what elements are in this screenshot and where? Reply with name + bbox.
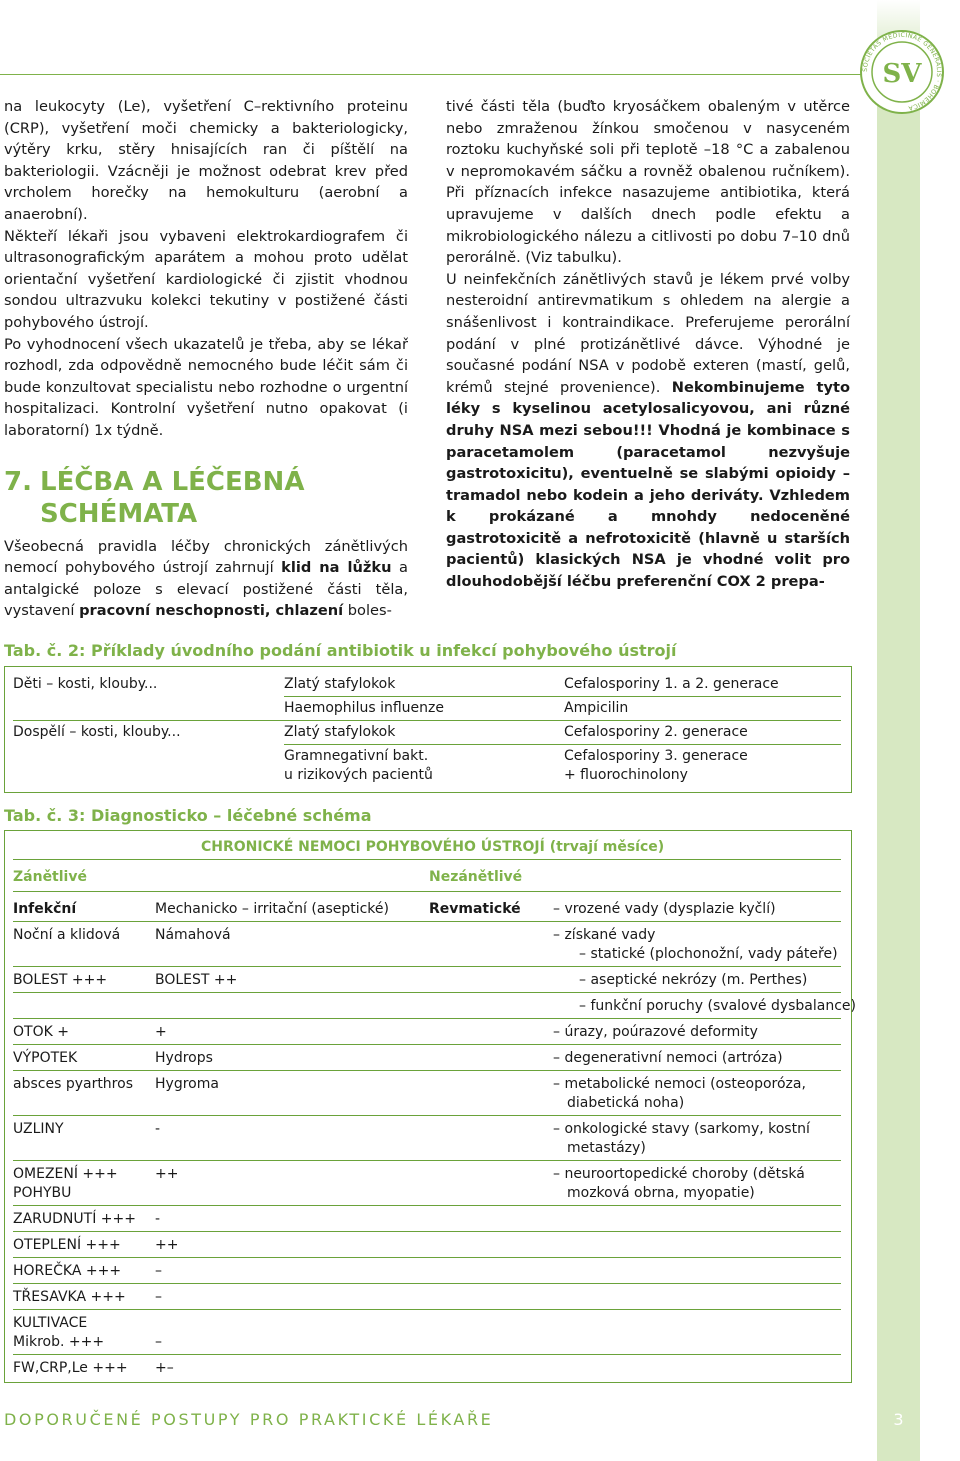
row-divider xyxy=(284,696,841,697)
row-divider xyxy=(13,966,841,967)
table-cell: OTEPLENÍ +++ xyxy=(13,1237,121,1253)
row-divider xyxy=(13,720,841,721)
left-paragraph-1: na leukocyty (Le), vyšetření C–rektivního proteinu (CRP), vyšetření moči chemicky a bakteriologicky, výtěry krku, stěry hnisajících ran či píštělí na bakteriologii. Vzácněji je možnost odebrat krev před vrcholem horečky na hemokulturu (aerobní a anaerobní). xyxy=(4,98,408,223)
society-logo-icon xyxy=(858,28,946,116)
table-3 xyxy=(4,830,856,1383)
row-divider xyxy=(13,1257,841,1258)
table-cell: absces pyarthros xyxy=(13,1076,133,1092)
table-cell: Cefalosporiny 1. a 2. generace xyxy=(564,676,779,692)
table-cell: – onkologické stavy (sarkomy, kostní xyxy=(553,1121,810,1137)
header-non-inflammatory: Nezánětlivé xyxy=(429,869,523,885)
table-cell: Noční a klidová xyxy=(13,927,121,943)
side-green-band xyxy=(877,0,920,1461)
table-cell: mozková obrna, myopatie) xyxy=(567,1185,755,1201)
row-divider xyxy=(13,1205,841,1206)
table-3-main-header: CHRONICKÉ NEMOCI POHYBOVÉHO ÚSTROJÍ (trvají měsíce) xyxy=(201,839,665,855)
left-paragraph-4 xyxy=(4,536,408,622)
table-cell: – metabolické nemoci (osteoporóza, xyxy=(553,1076,806,1092)
table-cell: – degenerativní nemoci (artróza) xyxy=(553,1050,783,1066)
table-cell: Haemophilus influenze xyxy=(284,700,444,716)
row-divider xyxy=(13,921,841,922)
row-divider xyxy=(13,1070,841,1071)
table-cell: BOLEST +++ xyxy=(13,972,108,988)
table-cell: + xyxy=(155,1024,167,1040)
section-heading xyxy=(4,466,408,530)
table-cell: + fluorochinolony xyxy=(564,767,688,783)
right-column xyxy=(446,96,850,593)
table-cell: Hygroma xyxy=(155,1076,219,1092)
table-cell: Námahová xyxy=(155,927,231,943)
table-cell: - xyxy=(155,1211,161,1227)
right-paragraph-1: tivé části těla (buďto kryosáčkem obaleným v utěrce nebo zmraženou žínkou smočenou v nasyceném roztoku kuchyňské soli při teplotě –18 °C a zabalenou v nepromokavém sáčku a rovněž obalenou ručníkem). Při příznacích infekce nasazujeme antibiotika, která upravujeme v dalších dnech podle efektu a mikrobiologického nálezu a citlivosti po dobu 7–10 dnů perorálně. (Viz tabulku). xyxy=(446,98,850,267)
table-cell: – úrazy, poúrazové deformity xyxy=(553,1024,758,1040)
left-paragraph-3: Po vyhodnocení všech ukazatelů je třeba, aby se lékař rozhodl, zda odpovědně nemocného bude léčit sám či bude konzultovat specialistu nebo rozhodne o urgentní hospitalizaci. Kontrolní vyšetření nutno opakovat (i laboratorní) 1x týdně. xyxy=(4,335,408,439)
footer-title: DOPORUČENÉ POSTUPY PRO PRAKTICKÉ LÉKAŘE xyxy=(4,1410,494,1429)
table-cell: Revmatické xyxy=(429,901,521,917)
table-cell: +– xyxy=(155,1360,174,1376)
table-cell: u rizikových pacientů xyxy=(284,767,433,783)
row-divider xyxy=(13,891,841,892)
table-cell: Mechanicko – irritační (aseptické) xyxy=(155,901,389,917)
row-divider xyxy=(13,992,841,993)
row-divider xyxy=(13,1115,841,1116)
left-column xyxy=(4,96,408,622)
table-cell: metastázy) xyxy=(567,1140,646,1156)
table-cell: KULTIVACE xyxy=(13,1315,88,1331)
p4-bold-2: pracovní neschopnosti, chlazení xyxy=(79,602,344,620)
table-cell: OTOK + xyxy=(13,1024,69,1040)
table-cell: Zlatý stafylokok xyxy=(284,676,396,692)
table-cell: diabetická noha) xyxy=(567,1095,685,1111)
table-cell: - xyxy=(155,1121,161,1137)
table-cell: FW,CRP,Le +++ xyxy=(13,1360,128,1376)
table-cell: HOREČKA +++ xyxy=(13,1263,122,1279)
section-number: 7. xyxy=(4,466,32,497)
row-divider xyxy=(13,1283,841,1284)
table-cell: – xyxy=(155,1263,162,1279)
row-divider xyxy=(13,1018,841,1019)
table-cell: Dospělí – kosti, klouby... xyxy=(13,724,181,740)
row-divider xyxy=(13,1309,841,1310)
table-cell: Cefalosporiny 3. generace xyxy=(564,748,748,764)
table-cell: – získané vady xyxy=(553,927,656,943)
row-divider xyxy=(13,1231,841,1232)
section-title-line-2: SCHÉMATA xyxy=(40,498,198,529)
table-cell: Cefalosporiny 2. generace xyxy=(564,724,748,740)
table-cell: Mikrob. +++ xyxy=(13,1334,105,1350)
table-cell: OMEZENÍ +++ xyxy=(13,1166,118,1182)
table-cell: – funkční poruchy (svalové dysbalance) xyxy=(579,998,856,1014)
row-divider xyxy=(13,1160,841,1161)
row-divider xyxy=(284,744,841,745)
header-inflammatory: Zánětlivé xyxy=(13,869,87,885)
right-paragraph-2 xyxy=(446,269,850,593)
table-cell: ZARUDNUTÍ +++ xyxy=(13,1211,136,1227)
p4-bold-1: klid na lůžku xyxy=(281,559,392,577)
p4-text-d: boles- xyxy=(343,602,392,620)
page-number: 3 xyxy=(893,1410,904,1429)
row-divider xyxy=(13,859,841,860)
table-2-title: Tab. č. 2: Příklady úvodního podání antibiotik u infekcí pohybového ústrojí xyxy=(4,641,677,660)
row-divider xyxy=(13,1354,841,1355)
section-title-line-1: LÉČBA A LÉČEBNÁ xyxy=(40,466,305,497)
table-cell: Děti – kosti, klouby... xyxy=(13,676,158,692)
top-rule xyxy=(0,74,877,75)
logo-monogram: SV xyxy=(882,59,922,89)
table-cell: – neuroortopedické choroby (dětská xyxy=(553,1166,805,1182)
p4-text-c: a antalgické poloze s elevací postižené části těla, vystavení xyxy=(4,559,408,620)
table-cell: – statické (plochonožní, vady páteře) xyxy=(579,946,838,962)
table-cell: – xyxy=(155,1334,162,1350)
right-p2-text: U neinfekčních zánětlivých stavů je lékem prvé volby nesteroidní antirevmatikum s ohledem na alergie a snášenlivost i kontraindikace. Preferujeme perorální podání v plné protizánětlivé dávce. Výhodné je současné podání NSA v podobě exteren (mastí, gelů, krémů stejné provenience). xyxy=(446,270,850,396)
table-cell: Ampicilin xyxy=(564,700,629,716)
table-cell: Infekční xyxy=(13,901,77,917)
table-cell: VÝPOTEK xyxy=(13,1050,78,1066)
table-cell: – xyxy=(155,1289,162,1305)
p4-text-a: Všeobecná pravidla léčby chronických zánětlivých nemocí pohybového ústrojí zahrnují xyxy=(4,537,408,577)
table-cell: TŘESAVKA +++ xyxy=(13,1289,126,1305)
table-3-title: Tab. č. 3: Diagnosticko – léčebné schéma xyxy=(4,806,372,825)
table-cell: ++ xyxy=(155,1166,179,1182)
row-divider xyxy=(13,1044,841,1045)
table-2 xyxy=(4,666,852,793)
table-cell: POHYBU xyxy=(13,1185,72,1201)
left-paragraph-2: Někteří lékaři jsou vybaveni elektrokardiografem či ultrasonografickým aparátem a mohou proto udělat orientační vyšetření kardiologické či zjistit vhodnou sondou ultrazvuku kolekci tekutiny v postižené části pohybového ústrojí. xyxy=(4,227,408,331)
table-cell: ++ xyxy=(155,1237,179,1253)
table-cell: UZLINY xyxy=(13,1121,64,1137)
table-cell: – aseptické nekrózy (m. Perthes) xyxy=(579,972,808,988)
right-p2-bold: Nekombinujeme tyto léky s kyselinou acetylosalicyovou, ani různé druhy NSA mezi sebou!!! Vhodná je kombinace s paracetamolem (paracetamol nezvyšuje gastrotoxicitu), eventuelně se slabými opioidy – tramadol nebo kodein a jeho deriváty. Vzhledem k prokázané a mnohdy nedoceněné gastrotoxicitě a nefrotoxicitě (hlavně u starších pacientů) klasických NSA je vhodné volit pro dlouhodobější léčbu preferenční COX 2 prepa- xyxy=(446,378,851,591)
table-cell: Gramnegativní bakt. xyxy=(284,748,429,764)
logo-ring-text: SOCIETAS MEDICINAE GENERALIS · BOHEMICA xyxy=(861,31,943,112)
table-cell: – vrozené vady (dysplazie kyčlí) xyxy=(553,901,776,917)
table-cell: Hydrops xyxy=(155,1050,213,1066)
table-cell: Zlatý stafylokok xyxy=(284,724,396,740)
table-cell: BOLEST ++ xyxy=(155,972,238,988)
